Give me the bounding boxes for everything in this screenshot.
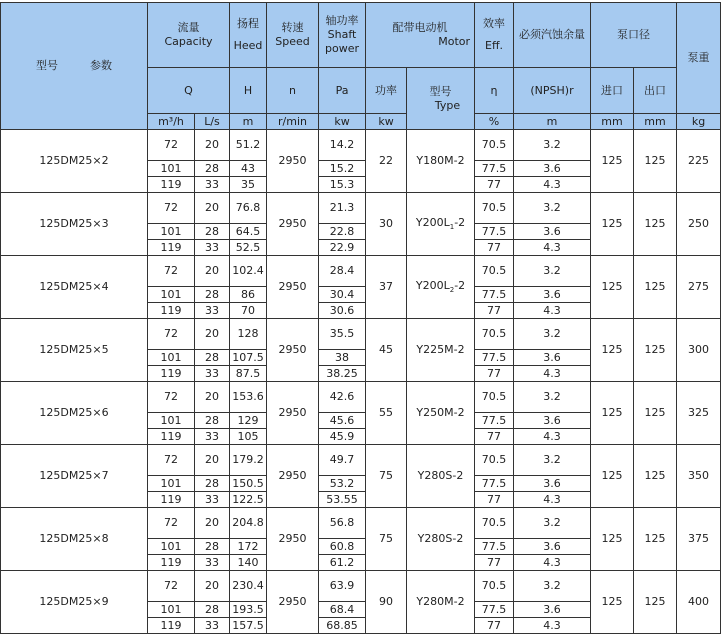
npsh-cell: 3.2 <box>514 256 591 287</box>
head-cell: 87.5 <box>230 366 267 382</box>
speed-cell: 2950 <box>267 445 319 508</box>
npsh-cell: 4.3 <box>514 366 591 382</box>
model-cell: 125DM25×7 <box>1 445 148 508</box>
motor-power-cell: 75 <box>366 508 407 571</box>
flow-cell: 101 <box>148 476 195 492</box>
weight-cell: 400 <box>677 571 721 634</box>
table-row <box>1 193 721 224</box>
head-cell: 43 <box>230 161 267 177</box>
speed-cell: 2950 <box>267 319 319 382</box>
shaft-power-cell: 45.9 <box>319 429 366 445</box>
shaft-power-cell: 15.2 <box>319 161 366 177</box>
type-main: Y200L <box>415 216 450 230</box>
inlet-cell: 125 <box>591 445 634 508</box>
port-header: 泵口径 <box>591 3 677 68</box>
unit-cell: L/s <box>195 114 230 130</box>
flow-cell: 72 <box>148 319 195 350</box>
inlet-cell: 125 <box>591 508 634 571</box>
npsh-cell: 4.3 <box>514 492 591 508</box>
eff-cell: 77.5 <box>475 287 514 303</box>
weight-cell: 325 <box>677 382 721 445</box>
head-cell: 35 <box>230 177 267 193</box>
npsh-cell: 3.2 <box>514 319 591 350</box>
eff-cell: 77 <box>475 177 514 193</box>
ls-cell: 20 <box>195 382 230 413</box>
shaft-power-cell: 53.2 <box>319 476 366 492</box>
model-cell: 125DM25×5 <box>1 319 148 382</box>
eff-cell: 70.5 <box>475 445 514 476</box>
ls-cell: 28 <box>195 539 230 555</box>
table-row <box>1 319 721 350</box>
capacity-header: 流量 Capacity <box>148 3 230 68</box>
head-cell: 105 <box>230 429 267 445</box>
eff-cell: 77 <box>475 492 514 508</box>
motor-header: 配带电动机 Motor <box>366 3 475 68</box>
table-row <box>1 445 721 476</box>
speed-cell: 2950 <box>267 382 319 445</box>
ls-cell: 20 <box>195 256 230 287</box>
motor-type-cell <box>407 256 475 319</box>
npsh-cell: 3.2 <box>514 382 591 413</box>
shaft-power-cell: 63.9 <box>319 571 366 602</box>
shaft-power-cell: 56.8 <box>319 508 366 539</box>
eff-cell: 77.5 <box>475 224 514 240</box>
eff-cell: 70.5 <box>475 319 514 350</box>
outlet-cell: 125 <box>634 571 677 634</box>
shaft-power-cell: 22.9 <box>319 240 366 256</box>
npsh-cell: 3.2 <box>514 508 591 539</box>
eff-cell: 77 <box>475 429 514 445</box>
npsh-symbol-header: (NPSH)r <box>514 68 591 114</box>
speed-cell: 2950 <box>267 130 319 193</box>
flow-cell: 119 <box>148 240 195 256</box>
n-header: n <box>267 68 319 114</box>
shaft-power-cell: 38.25 <box>319 366 366 382</box>
unit-cell: m <box>230 114 267 130</box>
shaft-power-cell: 45.6 <box>319 413 366 429</box>
eff-cell: 77.5 <box>475 539 514 555</box>
power-header: 功率 <box>366 68 407 114</box>
eff-cell: 77 <box>475 240 514 256</box>
eff-cell: 77 <box>475 366 514 382</box>
ls-cell: 33 <box>195 177 230 193</box>
flow-cell: 72 <box>148 256 195 287</box>
shaft-power-cell: 60.8 <box>319 539 366 555</box>
flow-cell: 119 <box>148 177 195 193</box>
pa-header: Pa <box>319 68 366 114</box>
model-cell: 125DM25×8 <box>1 508 148 571</box>
head-cell: 140 <box>230 555 267 571</box>
npsh-header: 必须汽蚀余量 <box>514 3 591 68</box>
inlet-cell: 125 <box>591 571 634 634</box>
flow-cell: 72 <box>148 193 195 224</box>
table-row <box>1 130 721 161</box>
npsh-cell: 3.6 <box>514 161 591 177</box>
flow-cell: 101 <box>148 350 195 366</box>
shaft-power-cell: 35.5 <box>319 319 366 350</box>
weight-cell: 350 <box>677 445 721 508</box>
model-cell: 125DM25×3 <box>1 193 148 256</box>
model-cell: 125DM25×4 <box>1 256 148 319</box>
ls-cell: 33 <box>195 303 230 319</box>
weight-cell: 225 <box>677 130 721 193</box>
motor-type-cell: Y280S-2 <box>407 508 475 571</box>
ls-cell: 33 <box>195 366 230 382</box>
npsh-cell: 4.3 <box>514 555 591 571</box>
weight-cell: 275 <box>677 256 721 319</box>
head-cell: 204.8 <box>230 508 267 539</box>
ls-cell: 20 <box>195 130 230 161</box>
q-header: Q <box>148 68 230 114</box>
table-row <box>1 256 721 287</box>
head-header: 扬程 Heed <box>230 3 267 68</box>
shaft-power-cell: 53.55 <box>319 492 366 508</box>
head-cell: 193.5 <box>230 602 267 618</box>
eff-cell: 77.5 <box>475 413 514 429</box>
flow-cell: 101 <box>148 287 195 303</box>
npsh-cell: 3.6 <box>514 224 591 240</box>
motor-power-cell: 75 <box>366 445 407 508</box>
outlet-cell: 125 <box>634 445 677 508</box>
unit-cell: m³/h <box>148 114 195 130</box>
eff-cell: 70.5 <box>475 508 514 539</box>
npsh-cell: 4.3 <box>514 240 591 256</box>
eff-cell: 77 <box>475 555 514 571</box>
ls-cell: 33 <box>195 555 230 571</box>
ls-cell: 20 <box>195 319 230 350</box>
motor-type-cell: Y225M-2 <box>407 319 475 382</box>
speed-header: 转速 Speed <box>267 3 319 68</box>
flow-cell: 119 <box>148 618 195 634</box>
shaft-power-cell: 30.6 <box>319 303 366 319</box>
head-cell: 172 <box>230 539 267 555</box>
unit-cell: r/min <box>267 114 319 130</box>
head-cell: 70 <box>230 303 267 319</box>
npsh-cell: 3.6 <box>514 287 591 303</box>
shaft-power-cell: 22.8 <box>319 224 366 240</box>
type-tail: -2 <box>454 279 466 293</box>
table-body <box>1 130 721 634</box>
head-cell: 51.2 <box>230 130 267 161</box>
table-row <box>1 382 721 413</box>
shaft-power-cell: 15.3 <box>319 177 366 193</box>
weight-cell: 300 <box>677 319 721 382</box>
unit-cell: kg <box>677 114 721 130</box>
npsh-cell: 3.6 <box>514 350 591 366</box>
type-main: Y200L <box>415 279 450 293</box>
type-sub: 1 <box>449 223 455 232</box>
table-row <box>1 571 721 602</box>
motor-type-cell: Y180M-2 <box>407 130 475 193</box>
pump-spec-table <box>0 2 721 634</box>
npsh-cell: 3.2 <box>514 445 591 476</box>
model-params-header: 型号 参数 <box>1 3 148 130</box>
unit-cell: kw <box>366 114 407 130</box>
shaft-power-cell: 61.2 <box>319 555 366 571</box>
flow-cell: 101 <box>148 413 195 429</box>
shaft-power-cell: 28.4 <box>319 256 366 287</box>
eff-header: 效率 Eff. <box>475 3 514 68</box>
head-cell: 128 <box>230 319 267 350</box>
head-cell: 230.4 <box>230 571 267 602</box>
flow-cell: 72 <box>148 445 195 476</box>
flow-cell: 101 <box>148 539 195 555</box>
shaft-power-cell: 49.7 <box>319 445 366 476</box>
flow-cell: 119 <box>148 429 195 445</box>
head-cell: 153.6 <box>230 382 267 413</box>
head-cell: 107.5 <box>230 350 267 366</box>
eff-cell: 77.5 <box>475 602 514 618</box>
motor-power-cell: 55 <box>366 382 407 445</box>
outlet-cell: 125 <box>634 256 677 319</box>
npsh-cell: 4.3 <box>514 618 591 634</box>
unit-cell: mm <box>634 114 677 130</box>
eff-cell: 70.5 <box>475 382 514 413</box>
npsh-cell: 4.3 <box>514 177 591 193</box>
eff-cell: 70.5 <box>475 193 514 224</box>
flow-cell: 101 <box>148 224 195 240</box>
npsh-cell: 4.3 <box>514 303 591 319</box>
ls-cell: 28 <box>195 350 230 366</box>
motor-type-cell: Y280S-2 <box>407 445 475 508</box>
ls-cell: 33 <box>195 240 230 256</box>
eff-cell: 77.5 <box>475 350 514 366</box>
table-row <box>1 508 721 539</box>
weight-cell: 250 <box>677 193 721 256</box>
eta-header: η <box>475 68 514 114</box>
motor-type-cell: Y280M-2 <box>407 571 475 634</box>
eff-cell: 77.5 <box>475 161 514 177</box>
head-cell: 102.4 <box>230 256 267 287</box>
type-sub: 2 <box>449 286 455 295</box>
motor-power-cell: 37 <box>366 256 407 319</box>
speed-cell: 2950 <box>267 193 319 256</box>
flow-cell: 101 <box>148 161 195 177</box>
outlet-cell: 125 <box>634 193 677 256</box>
head-cell: 64.5 <box>230 224 267 240</box>
ls-cell: 28 <box>195 161 230 177</box>
weight-cell: 375 <box>677 508 721 571</box>
flow-cell: 101 <box>148 602 195 618</box>
flow-cell: 72 <box>148 130 195 161</box>
model-cell: 125DM25×9 <box>1 571 148 634</box>
table-header <box>1 3 721 130</box>
eff-cell: 70.5 <box>475 571 514 602</box>
motor-power-cell: 45 <box>366 319 407 382</box>
unit-cell: % <box>475 114 514 130</box>
speed-cell: 2950 <box>267 256 319 319</box>
npsh-cell: 3.6 <box>514 602 591 618</box>
unit-cell: mm <box>591 114 634 130</box>
inlet-cell: 125 <box>591 130 634 193</box>
eff-cell: 77.5 <box>475 476 514 492</box>
motor-power-cell: 90 <box>366 571 407 634</box>
type-header: 型号 Type <box>407 68 475 130</box>
outlet-cell: 125 <box>634 130 677 193</box>
shaft-power-header: 轴功率 Shaft power <box>319 3 366 68</box>
ls-cell: 33 <box>195 429 230 445</box>
npsh-cell: 3.2 <box>514 130 591 161</box>
speed-cell: 2950 <box>267 508 319 571</box>
flow-cell: 72 <box>148 571 195 602</box>
inlet-cell: 125 <box>591 382 634 445</box>
shaft-power-cell: 21.3 <box>319 193 366 224</box>
model-cell: 125DM25×6 <box>1 382 148 445</box>
inlet-cell: 125 <box>591 193 634 256</box>
inlet-cell: 125 <box>591 319 634 382</box>
weight-header: 泵重 <box>677 3 721 114</box>
speed-cell: 2950 <box>267 571 319 634</box>
shaft-power-cell: 68.85 <box>319 618 366 634</box>
inlet-cell: 125 <box>591 256 634 319</box>
ls-cell: 20 <box>195 571 230 602</box>
motor-power-cell: 22 <box>366 130 407 193</box>
h-header: H <box>230 68 267 114</box>
model-cell: 125DM25×2 <box>1 130 148 193</box>
ls-cell: 20 <box>195 193 230 224</box>
flow-cell: 72 <box>148 382 195 413</box>
motor-type-cell: Y250M-2 <box>407 382 475 445</box>
head-cell: 157.5 <box>230 618 267 634</box>
eff-cell: 70.5 <box>475 130 514 161</box>
ls-cell: 33 <box>195 618 230 634</box>
ls-cell: 20 <box>195 508 230 539</box>
inlet-header: 进口 <box>591 68 634 114</box>
outlet-cell: 125 <box>634 508 677 571</box>
shaft-power-cell: 38 <box>319 350 366 366</box>
npsh-cell: 4.3 <box>514 429 591 445</box>
ls-cell: 28 <box>195 413 230 429</box>
shaft-power-cell: 14.2 <box>319 130 366 161</box>
ls-cell: 20 <box>195 445 230 476</box>
unit-cell: m <box>514 114 591 130</box>
ls-cell: 28 <box>195 224 230 240</box>
shaft-power-cell: 68.4 <box>319 602 366 618</box>
flow-cell: 119 <box>148 366 195 382</box>
ls-cell: 28 <box>195 602 230 618</box>
npsh-cell: 3.6 <box>514 539 591 555</box>
flow-cell: 119 <box>148 492 195 508</box>
npsh-cell: 3.6 <box>514 413 591 429</box>
shaft-power-cell: 30.4 <box>319 287 366 303</box>
head-cell: 122.5 <box>230 492 267 508</box>
npsh-cell: 3.6 <box>514 476 591 492</box>
ls-cell: 33 <box>195 492 230 508</box>
motor-type-cell <box>407 193 475 256</box>
flow-cell: 72 <box>148 508 195 539</box>
outlet-cell: 125 <box>634 319 677 382</box>
flow-cell: 119 <box>148 303 195 319</box>
head-cell: 86 <box>230 287 267 303</box>
ls-cell: 28 <box>195 476 230 492</box>
unit-cell: kw <box>319 114 366 130</box>
eff-cell: 70.5 <box>475 256 514 287</box>
eff-cell: 77 <box>475 618 514 634</box>
head-cell: 150.5 <box>230 476 267 492</box>
flow-cell: 119 <box>148 555 195 571</box>
outlet-cell: 125 <box>634 382 677 445</box>
head-cell: 179.2 <box>230 445 267 476</box>
npsh-cell: 3.2 <box>514 571 591 602</box>
eff-cell: 77 <box>475 303 514 319</box>
head-cell: 76.8 <box>230 193 267 224</box>
ls-cell: 28 <box>195 287 230 303</box>
motor-power-cell: 30 <box>366 193 407 256</box>
shaft-power-cell: 42.6 <box>319 382 366 413</box>
head-cell: 52.5 <box>230 240 267 256</box>
outlet-header: 出口 <box>634 68 677 114</box>
type-tail: -2 <box>454 216 466 230</box>
npsh-cell: 3.2 <box>514 193 591 224</box>
head-cell: 129 <box>230 413 267 429</box>
